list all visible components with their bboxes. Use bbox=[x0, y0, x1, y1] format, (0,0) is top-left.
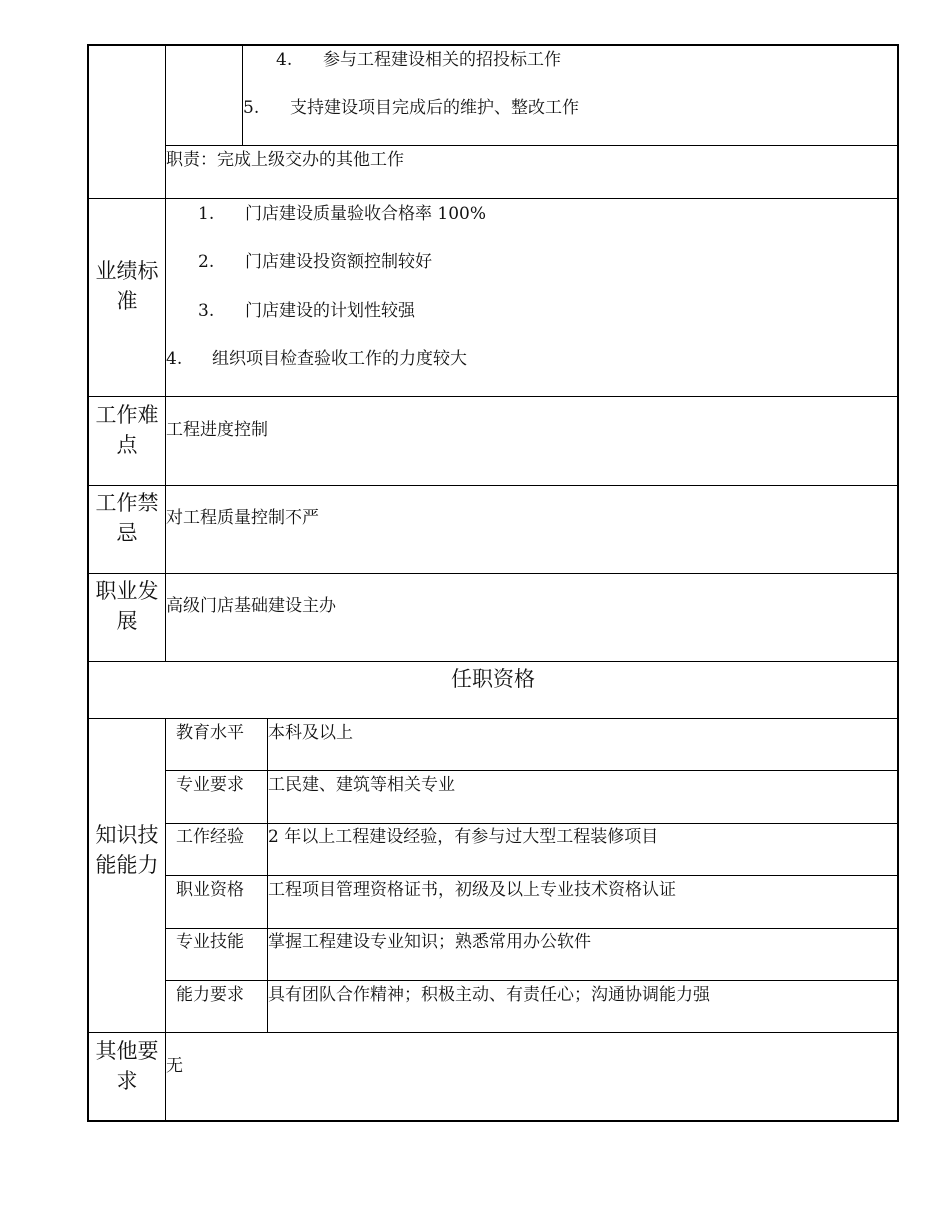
table-border-bottom bbox=[87, 1120, 899, 1122]
duty-item-text: 参与工程建设相关的招投标工作 bbox=[323, 50, 561, 70]
qualification-value: 具有团队合作精神；积极主动、有责任心；沟通协调能力强 bbox=[268, 985, 710, 1005]
row-divider bbox=[87, 485, 899, 486]
row-divider bbox=[87, 661, 899, 662]
other-label: 其他要求 bbox=[95, 1039, 159, 1093]
column-divider bbox=[242, 44, 243, 145]
row-divider bbox=[165, 823, 899, 824]
qualification-key: 专业要求 bbox=[176, 775, 244, 795]
duty-item-text: 支持建设项目完成后的维护、整改工作 bbox=[290, 98, 579, 118]
other-value: 无 bbox=[166, 1056, 183, 1076]
row-divider bbox=[165, 980, 899, 981]
other-duty-text: 职责：完成上级交办的其他工作 bbox=[166, 150, 404, 170]
row-divider bbox=[87, 1032, 899, 1033]
performance-item-text: 门店建设的计划性较强 bbox=[245, 301, 415, 321]
qualification-key: 能力要求 bbox=[176, 985, 244, 1005]
performance-item-text: 门店建设质量验收合格率 100% bbox=[245, 204, 487, 224]
row-divider bbox=[87, 718, 899, 719]
taboo-label: 工作禁忌 bbox=[95, 491, 159, 545]
performance-item-number: 4. bbox=[166, 349, 183, 369]
career-value: 高级门店基础建设主办 bbox=[166, 596, 336, 616]
qualification-value: 本科及以上 bbox=[268, 723, 353, 743]
row-divider bbox=[165, 875, 899, 876]
qualification-key: 专业技能 bbox=[176, 932, 244, 952]
section-title: 任职资格 bbox=[451, 667, 535, 691]
performance-item-number: 1. bbox=[198, 204, 215, 224]
row-divider bbox=[165, 928, 899, 929]
difficulty-label: 工作难点 bbox=[95, 403, 159, 457]
taboo-value: 对工程质量控制不严 bbox=[166, 508, 319, 528]
performance-item-text: 门店建设投资额控制较好 bbox=[245, 252, 432, 272]
table-border-right bbox=[897, 44, 899, 1122]
qualification-key: 教育水平 bbox=[176, 723, 244, 743]
row-divider bbox=[165, 770, 899, 771]
duty-item-number: 4. bbox=[276, 50, 293, 70]
performance-item-number: 3. bbox=[198, 301, 215, 321]
table-border-top bbox=[87, 44, 899, 46]
duty-item-number: 5. bbox=[243, 98, 260, 118]
qualification-key: 工作经验 bbox=[176, 827, 244, 847]
performance-label: 业绩标准 bbox=[95, 259, 159, 313]
career-label: 职业发展 bbox=[95, 579, 159, 633]
qualification-value: 掌握工程建设专业知识；熟悉常用办公软件 bbox=[268, 932, 591, 952]
difficulty-value: 工程进度控制 bbox=[166, 420, 268, 440]
row-divider bbox=[87, 573, 899, 574]
performance-item-number: 2. bbox=[198, 252, 215, 272]
qualification-value: 2 年以上工程建设经验，有参与过大型工程装修项目 bbox=[268, 827, 659, 847]
qualification-value: 工程项目管理资格证书，初级及以上专业技术资格认证 bbox=[268, 880, 676, 900]
knowledge-label: 知识技能能力 bbox=[95, 823, 159, 877]
row-divider bbox=[87, 396, 899, 397]
performance-item-text: 组织项目检查验收工作的力度较大 bbox=[212, 349, 467, 369]
qualification-key: 职业资格 bbox=[176, 880, 244, 900]
row-divider bbox=[87, 198, 899, 199]
row-divider bbox=[165, 145, 899, 146]
qualification-value: 工民建、建筑等相关专业 bbox=[268, 775, 455, 795]
